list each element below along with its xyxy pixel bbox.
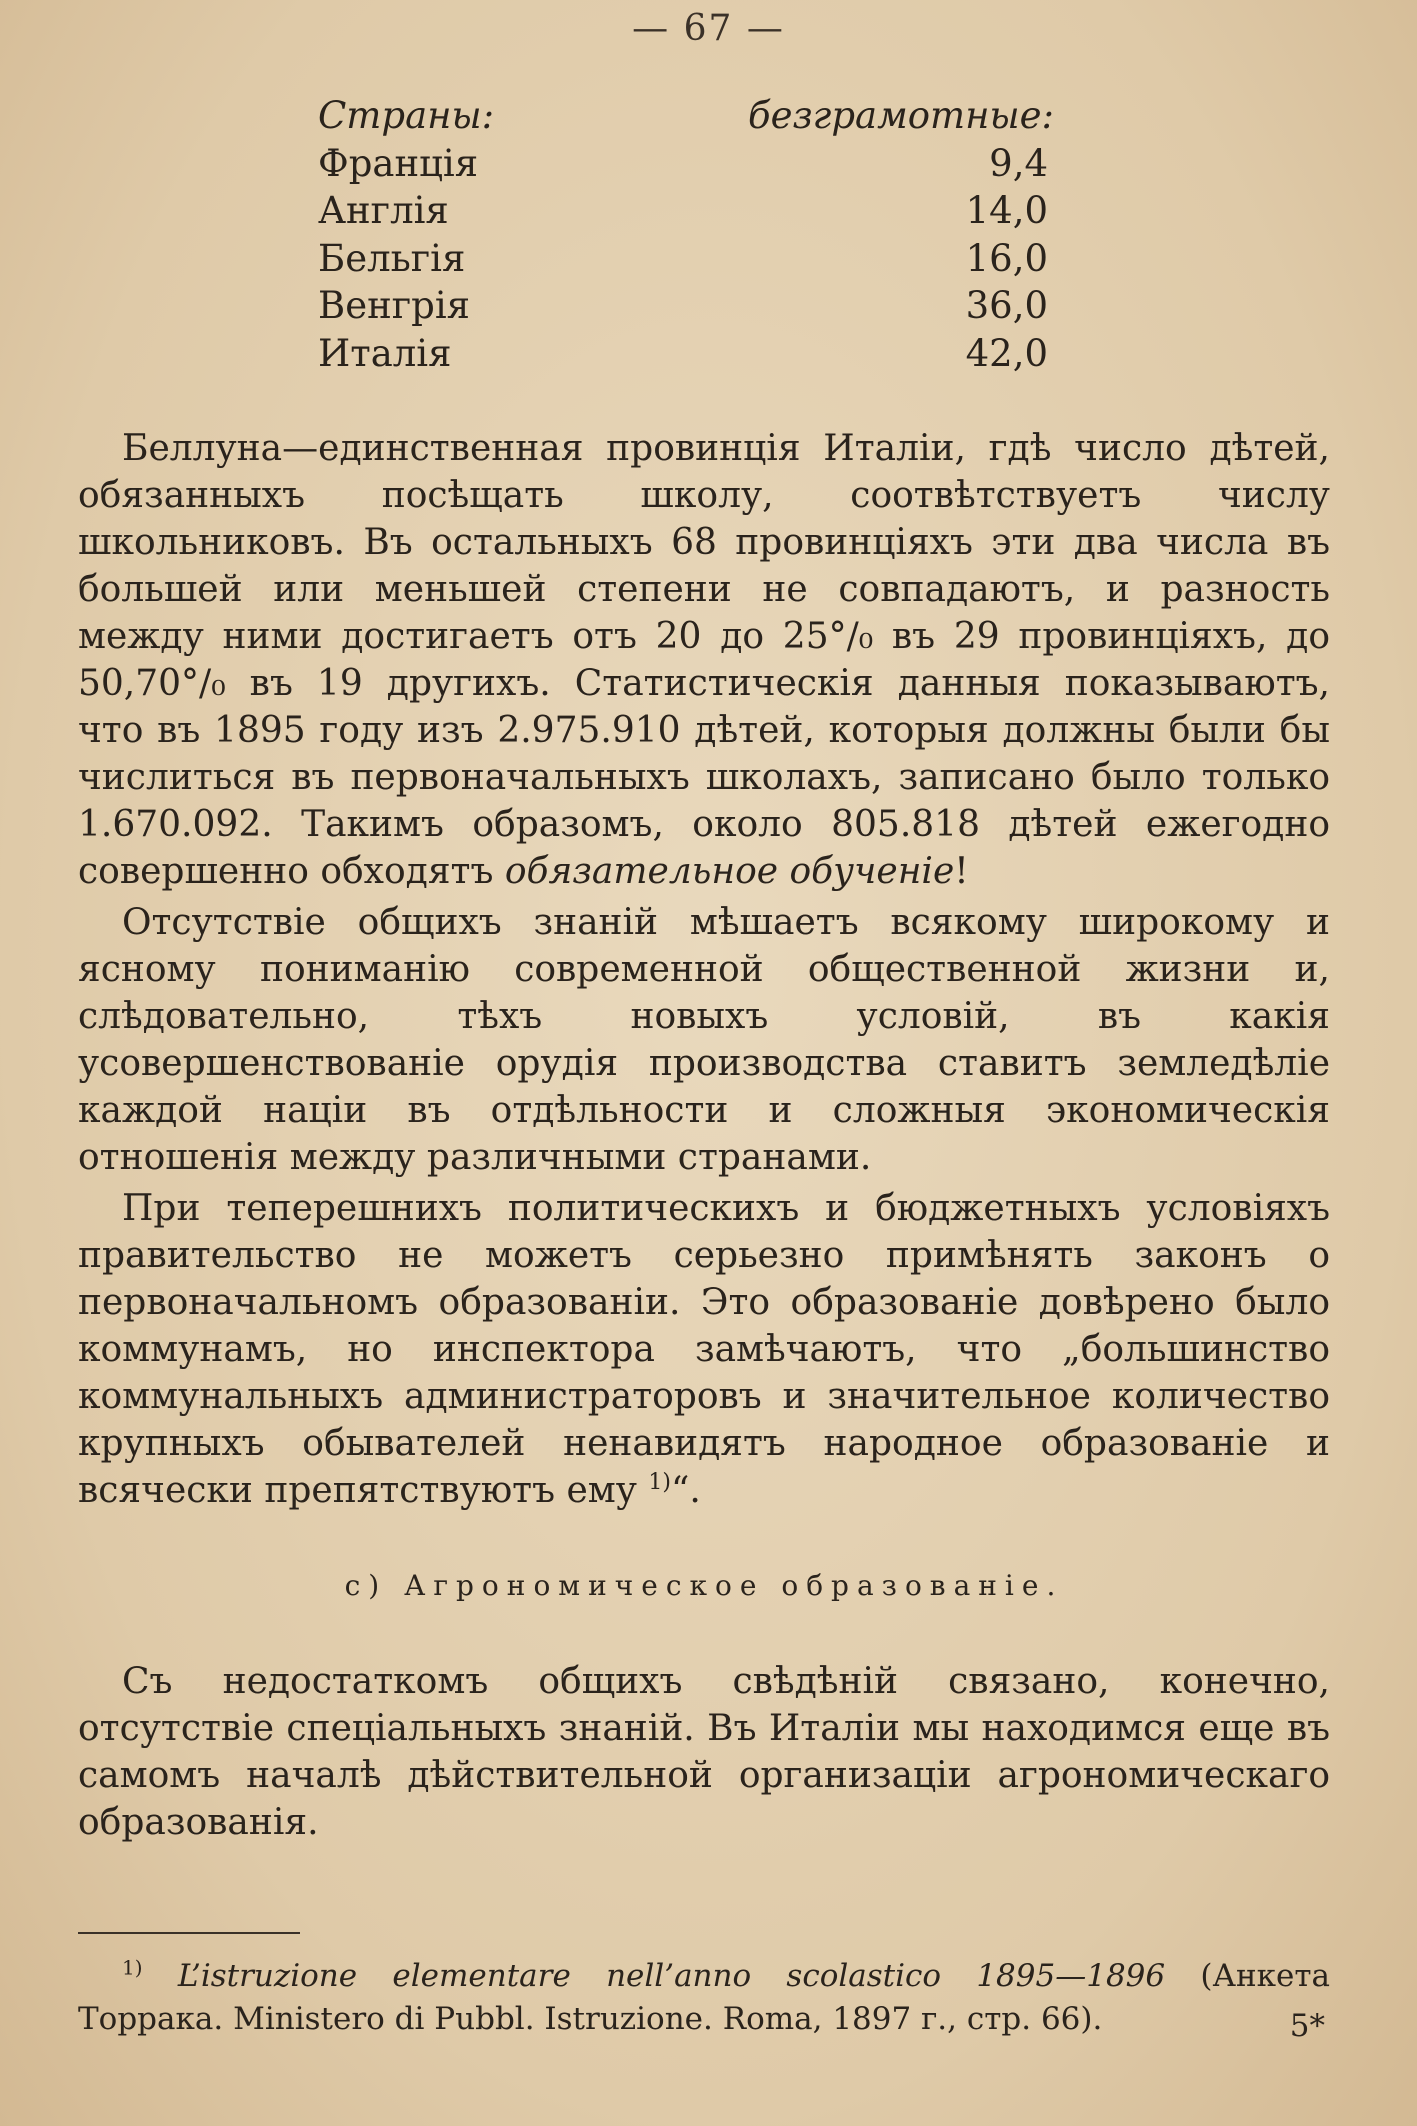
table-row bbox=[318, 140, 1118, 188]
table-header bbox=[318, 92, 1118, 140]
country-cell: Англiя bbox=[318, 189, 449, 232]
paragraph-end: “. bbox=[670, 1470, 701, 1511]
table-row bbox=[318, 282, 1118, 330]
value-cell: 14,0 bbox=[965, 189, 1048, 232]
value-cell: 9,4 bbox=[989, 141, 1048, 185]
table-row bbox=[318, 330, 1118, 378]
page-number: — 67 — bbox=[632, 8, 785, 49]
table-row bbox=[318, 187, 1118, 235]
country-cell: Францiя bbox=[318, 141, 479, 185]
footnote-marker: 1) bbox=[122, 1955, 143, 1980]
section-heading: с) Агрономическое образованiе. bbox=[344, 1569, 1064, 1602]
paragraph-belluno bbox=[78, 425, 1330, 895]
header-illiterate: безграмотные: bbox=[748, 94, 1055, 137]
paragraph-government bbox=[78, 1185, 1330, 1514]
paragraph-knowledge: Отсутствiе общихъ знанiй мѣшаетъ всякому широкому и ясному пониманiю современной общественной жизни и, слѣдовательно, тѣхъ новыхъ условiй, въ какiя усовершенствованiе орудiя производства ставитъ земледѣлiе каждой нацiи въ отдѣльности и сложныя экономическiя отношенiя между различными странами. bbox=[78, 902, 1330, 1178]
footnote-title: L’istruzione elementare nell’anno scolastico 1895—1896 bbox=[177, 1958, 1166, 1994]
country-cell: Италiя bbox=[318, 331, 452, 375]
footnote bbox=[78, 1955, 1330, 2041]
value-cell: 42,0 bbox=[965, 331, 1048, 375]
body-text bbox=[78, 425, 1330, 1846]
paragraph-agronomy: Съ недостаткомъ общихъ свѣдѣнiй связано, конечно, отсутствiе спецiальныхъ знанiй. Въ Италiи мы находимся еще въ самомъ началѣ дѣйствительной организацiи агрономическаго образованiя. bbox=[78, 1661, 1330, 1843]
illiteracy-table bbox=[318, 92, 1118, 377]
value-cell: 16,0 bbox=[965, 236, 1048, 280]
paragraph-text: Беллуна—единственная провинцiя Италiи, гдѣ число дѣтей, обязанныхъ посѣщать школу, соотвѣтствуетъ числу школьниковъ. Въ остальныхъ 68 провинцiяхъ эти два числа въ большей или меньшей степени не совпадаютъ, и разность между ними достигаетъ отъ 20 до 25°/₀ въ 29 провинцiяхъ, до 50,70°/₀ въ 19 другихъ. Статистическiя данныя показываютъ, что въ 1895 году изъ 2.975.910 дѣтей, которыя должны были бы числиться въ первоначальныхъ школахъ, записано было только 1.670.092. Такимъ образомъ, около 805.818 дѣтей ежегодно совершенно обходятъ bbox=[78, 428, 1330, 892]
footnote-reference: 1) bbox=[648, 1470, 671, 1495]
table-row bbox=[318, 235, 1118, 283]
header-countries: Страны: bbox=[318, 94, 495, 137]
country-cell: Бельгiя bbox=[318, 236, 466, 280]
value-cell: 36,0 bbox=[965, 284, 1048, 327]
paragraph-text: При теперешнихъ политическихъ и бюджетныхъ условiяхъ правительство не можетъ серьезно примѣнять законъ о первоначальномъ образованiи. Это образованiе довѣрено было коммунамъ, но инспектора замѣчаютъ, что „большинство коммунальныхъ администраторовъ и значительное количество крупныхъ обывателей ненавидятъ народное образованiе и всячески препятствуютъ ему bbox=[78, 1188, 1330, 1511]
signature-mark: 5* bbox=[1289, 2008, 1325, 2044]
paragraph-end: ! bbox=[954, 851, 969, 892]
footnote-source: (Анкета Торрака. Ministero di Pubbl. Istruzione. Roma, 1897 г., стр. 66). bbox=[78, 1958, 1330, 2037]
footnote-divider bbox=[78, 1932, 300, 1934]
country-cell: Венгрiя bbox=[318, 284, 470, 327]
italic-phrase: обязательное обученiе bbox=[504, 851, 955, 892]
